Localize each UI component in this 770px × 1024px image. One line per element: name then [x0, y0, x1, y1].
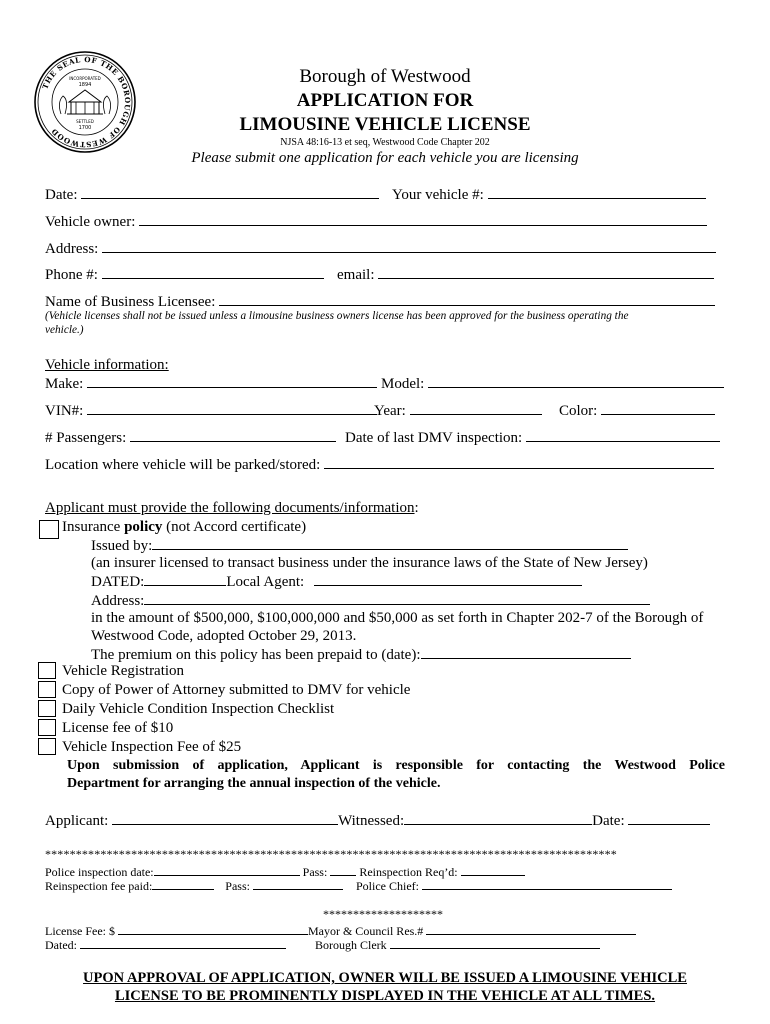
phone-row: [45, 265, 324, 284]
year-row: [374, 401, 542, 420]
power-of-attorney-checkbox[interactable]: [38, 681, 56, 698]
instruction-text: Please submit one application for each vehicle you are licensing: [191, 150, 579, 166]
dated-agent-row: [91, 572, 582, 591]
reinspection-fee-label: Reinspection fee paid:: [45, 879, 153, 893]
email-row: [337, 265, 714, 284]
seal-outer-text: THE SEAL OF THE BOROUGH OF WESTWOOD: [40, 54, 133, 150]
license-fee-row: [45, 923, 636, 938]
inspection-fee-checkbox[interactable]: [38, 738, 56, 755]
email-field[interactable]: [378, 265, 714, 279]
police-inspection-date-field[interactable]: [154, 864, 300, 876]
business-licensee-label: Name of Business Licensee:: [45, 294, 216, 310]
business-licensee-row: [45, 292, 715, 311]
insurance-suffix: (not Accord certificate): [162, 519, 307, 535]
make-field[interactable]: [87, 374, 377, 388]
address-row: [45, 239, 716, 258]
mayor-council-label: Mayor & Council Res.#: [307, 924, 424, 938]
borough-seal-icon: [33, 50, 137, 154]
issued-by-label: Issued by:: [91, 538, 153, 554]
vin-label: VIN#:: [45, 403, 84, 419]
vehicle-info-heading: Vehicle information:: [45, 357, 169, 373]
office-dated-label: Dated:: [45, 938, 77, 952]
vehicle-owner-field[interactable]: [139, 212, 707, 226]
signature-date-label: Date:: [592, 813, 625, 829]
doc-item-inspection-checklist: Daily Vehicle Condition Inspection Checklist: [62, 701, 335, 717]
local-agent-field[interactable]: [314, 572, 582, 586]
color-field[interactable]: [601, 401, 715, 415]
date-label: Date:: [45, 187, 78, 203]
dmv-inspection-label: Date of last DMV inspection:: [345, 430, 523, 446]
email-label: email:: [337, 267, 375, 283]
vehicle-registration-checkbox[interactable]: [38, 662, 56, 679]
parking-location-row: [45, 455, 714, 474]
office-dated-field[interactable]: [80, 937, 286, 949]
documents-heading: Applicant must provide the following documents/information: [45, 500, 415, 516]
business-note: (Vehicle licenses shall not be issued unless a limousine business owners license has been approved for the business operating the: [45, 310, 629, 322]
amount-line-1: in the amount of $500,000, $100,000,000 and $50,000 as set forth in Chapter 202-7 of the Borough of: [91, 610, 704, 626]
short-divider: ********************: [323, 907, 443, 921]
issued-by-row: [91, 536, 628, 555]
model-label: Model:: [381, 376, 425, 392]
passengers-label: # Passengers:: [45, 430, 127, 446]
applicant-label: Applicant:: [45, 813, 109, 829]
color-label: Color:: [559, 403, 598, 419]
dated-clerk-row: [45, 937, 600, 952]
police-chief-field[interactable]: [422, 878, 672, 890]
footer-notice-line-2: LICENSE TO BE PROMINENTLY DISPLAYED IN THE VEHICLE AT ALL TIMES.: [114, 988, 656, 1004]
pass2-field[interactable]: [253, 878, 343, 890]
doc-item-vehicle-registration: Vehicle Registration: [62, 663, 185, 679]
vehicle-number-row: [392, 185, 706, 204]
local-agent-label: Local Agent:: [226, 574, 305, 590]
documents-heading-row: [45, 499, 419, 517]
seal-incorporated-year: 1894: [78, 82, 92, 88]
police-inspection-row: [45, 864, 525, 879]
vehicle-number-field[interactable]: [488, 185, 706, 199]
agent-address-field[interactable]: [144, 591, 650, 605]
footer-notice-line-1: UPON APPROVAL OF APPLICATION, OWNER WILL BE ISSUED A LIMOUSINE VEHICLE: [83, 970, 687, 986]
make-label: Make:: [45, 376, 84, 392]
witnessed-label: Witnessed:: [338, 813, 405, 829]
model-row: [381, 374, 724, 393]
premium-date-field[interactable]: [421, 645, 631, 659]
police-inspection-date-label: Police inspection date:: [45, 865, 154, 879]
phone-field[interactable]: [102, 265, 324, 279]
agent-address-row: [91, 591, 650, 610]
borough-clerk-field[interactable]: [390, 937, 600, 949]
make-row: [45, 374, 377, 393]
doc-item-license-fee: License fee of $10: [62, 720, 174, 736]
inspection-checklist-checkbox[interactable]: [38, 700, 56, 717]
policy-dated-field[interactable]: [144, 572, 226, 586]
business-licensee-field[interactable]: [219, 292, 715, 306]
mayor-council-field[interactable]: [426, 923, 636, 935]
seal-settled-label: SETTLED: [76, 119, 94, 124]
dmv-inspection-field[interactable]: [526, 428, 720, 442]
insurance-prefix: Insurance: [62, 519, 125, 535]
borough-name: Borough of Westwood: [299, 66, 471, 87]
vin-field[interactable]: [87, 401, 377, 415]
pass2-label: Pass:: [225, 879, 250, 893]
reinspection-fee-row: [45, 878, 672, 893]
office-divider: *********************************************************************************************: [45, 847, 617, 861]
insurance-policy-line: [62, 518, 306, 536]
seal-incorporated-label: INCORPORATED: [69, 76, 101, 81]
pass-label: Pass:: [302, 865, 328, 879]
address-field[interactable]: [102, 239, 716, 253]
parking-location-label: Location where vehicle will be parked/stored:: [45, 457, 321, 473]
title-line-1: APPLICATION FOR: [296, 90, 474, 111]
witnessed-field[interactable]: [404, 811, 592, 825]
business-note-continued: vehicle.): [45, 324, 84, 336]
reinspection-fee-field[interactable]: [152, 878, 214, 890]
insurer-note: (an insurer licensed to transact business under the insurance laws of the State of New Jersey): [91, 555, 648, 571]
parking-location-field[interactable]: [324, 455, 714, 469]
seal-settled-year: 1700: [78, 125, 92, 131]
license-fee-checkbox[interactable]: [38, 719, 56, 736]
license-fee-label: License Fee: $: [45, 924, 115, 938]
title-line-2: LIMOUSINE VEHICLE LICENSE: [239, 114, 531, 135]
policy-dated-label: DATED:: [91, 574, 145, 590]
premium-label: The premium on this policy has been prepaid to (date):: [91, 647, 421, 663]
vin-row: [45, 401, 377, 420]
doc-item-inspection-fee: Vehicle Inspection Fee of $25: [62, 739, 242, 755]
borough-clerk-label: Borough Clerk: [315, 938, 387, 952]
date-row: [45, 185, 379, 204]
dmv-inspection-row: [345, 428, 720, 447]
inspection-notice-line-2: Department for arranging the annual inspection of the vehicle.: [67, 776, 441, 791]
year-label: Year:: [374, 403, 406, 419]
signature-date-field[interactable]: [628, 811, 710, 825]
passengers-field[interactable]: [130, 428, 336, 442]
amount-line-2: Westwood Code, adopted October 29, 2013.: [91, 628, 357, 644]
color-row: [559, 401, 715, 420]
reinspection-reqd-field[interactable]: [461, 864, 525, 876]
date-field[interactable]: [81, 185, 379, 199]
reinspection-reqd-label: Reinspection Req’d:: [359, 865, 458, 879]
passengers-row: [45, 428, 336, 447]
vehicle-owner-row: [45, 212, 707, 231]
year-field[interactable]: [410, 401, 542, 415]
documents-heading-colon: :: [414, 500, 419, 516]
phone-label: Phone #:: [45, 267, 98, 283]
applicant-signature-field[interactable]: [112, 811, 338, 825]
address-label: Address:: [45, 241, 99, 257]
insurance-checkbox[interactable]: [39, 520, 59, 539]
vehicle-owner-label: Vehicle owner:: [45, 214, 136, 230]
agent-address-label: Address:: [91, 593, 145, 609]
model-field[interactable]: [428, 374, 724, 388]
inspection-notice-line-1: Upon submission of application, Applicant is responsible for contacting the Westwood Police: [67, 758, 725, 773]
issued-by-field[interactable]: [152, 536, 628, 550]
vehicle-number-label: Your vehicle #:: [392, 187, 484, 203]
police-chief-label: Police Chief:: [355, 879, 419, 893]
applicant-row: [45, 811, 710, 830]
insurance-bold: policy: [124, 519, 163, 535]
statute-reference: NJSA 48:16-13 et seq, Westwood Code Chapter 202: [280, 137, 490, 148]
pass-field[interactable]: [330, 864, 356, 876]
license-fee-field[interactable]: [118, 923, 308, 935]
doc-item-power-of-attorney: Copy of Power of Attorney submitted to DMV for vehicle: [62, 682, 411, 698]
